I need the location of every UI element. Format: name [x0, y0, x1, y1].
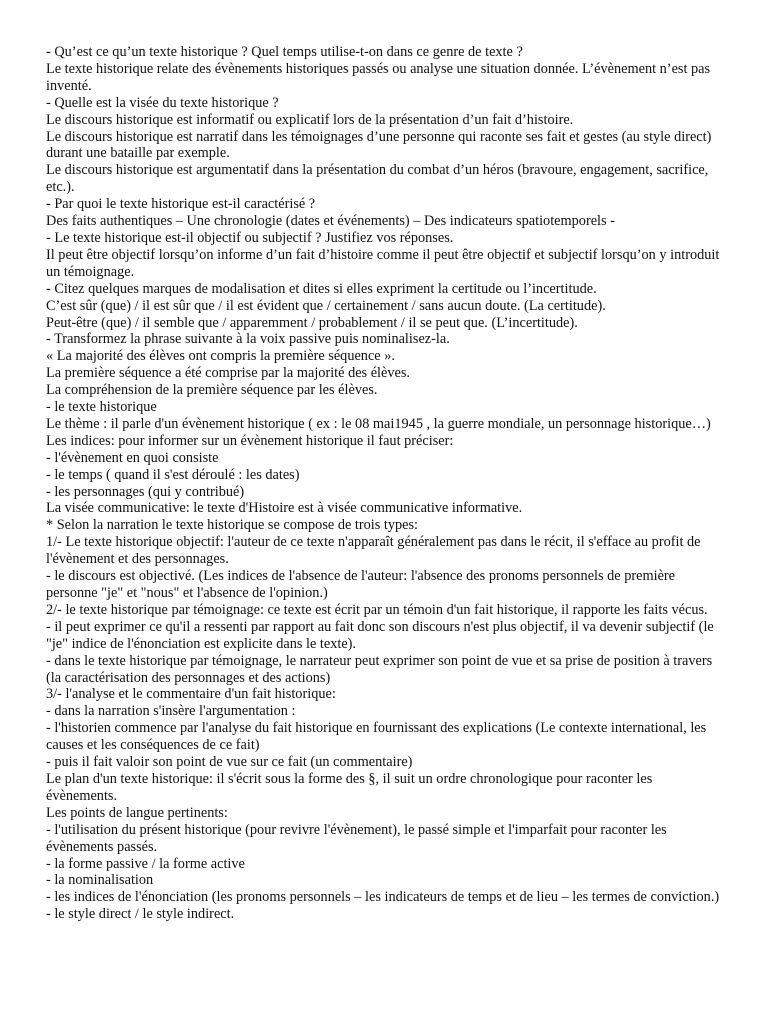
text-line: Les points de langue pertinents: — [46, 804, 228, 821]
text-line: - l'utilisation du présent historique (pour revivre l'évènement), le passé simple et l'imparfait pour raconter les évènements passés. — [46, 821, 667, 855]
text-line: 3/- l'analyse et le commentaire d'un fait historique: — [46, 686, 336, 703]
text-line: « La majorité des élèves ont compris la première séquence ». — [46, 348, 395, 365]
text-line: Le thème : il parle d'un évènement historique ( ex : le 08 mai1945 , la guerre mondiale, un personnage historique…) — [46, 415, 711, 432]
text-line: 2/- le texte historique par témoignage: ce texte est écrit par un témoin d'un fait historique, il rapporte les faits vécus. — [46, 601, 708, 618]
text-line: La compréhension de la première séquence par les élèves. — [46, 382, 378, 399]
text-line: - le texte historique — [46, 399, 157, 416]
text-line: - Le texte historique est-il objectif ou subjectif ? Justifiez vos réponses. — [46, 229, 454, 246]
text-line: C’est sûr (que) / il est sûr que / il est évident que / certainement / sans aucun doute. (La certitude). — [46, 297, 606, 314]
text-line: - puis il fait valoir son point de vue sur ce fait (un commentaire) — [46, 754, 413, 771]
text-line: Des faits authentiques – Une chronologie (dates et événements) – Des indicateurs spatiotemporels - — [46, 213, 615, 230]
text-line: * Selon la narration le texte historique se compose de trois types: — [46, 517, 419, 534]
text-line: La visée communicative: le texte d'Histoire est à visée communicative informative. — [46, 500, 523, 517]
text-line: - Transformez la phrase suivante à la voix passive puis nominalisez-la. — [46, 331, 450, 348]
text-line: - dans la narration s'insère l'argumentation : — [46, 703, 296, 720]
text-line: - la forme passive / la forme active — [46, 855, 245, 872]
text-line: - Par quoi le texte historique est-il caractérisé ? — [46, 196, 316, 213]
text-line: - l'évènement en quoi consiste — [46, 449, 219, 466]
text-line: - les personnages (qui y contribué) — [46, 483, 245, 500]
text-line: Peut-être (que) / il semble que / apparemment / probablement / il se peut que. (L’incertitude). — [46, 314, 578, 331]
text-line: - Citez quelques marques de modalisation et dites si elles expriment la certitude ou l’incertitude. — [46, 280, 597, 297]
text-line: - les indices de l'énonciation (les pronoms personnels – les indicateurs de temps et de lieu – les termes de conviction.) — [46, 889, 720, 906]
text-line: - l'historien commence par l'analyse du fait historique en fournissant des explications (Le contexte international, les causes et les conséquences de ce fait) — [46, 720, 707, 754]
text-line: Les indices: pour informer sur un évènement historique il faut préciser: — [46, 432, 454, 449]
text-line: Le discours historique est informatif ou explicatif lors de la présentation d’un fait d’histoire. — [46, 111, 574, 128]
text-line: Le discours historique est argumentatif dans la présentation du combat d’un héros (bravoure, engagement, sacrifice, etc.). — [46, 162, 709, 196]
text-line: - le temps ( quand il s'est déroulé : les dates) — [46, 466, 300, 483]
text-line: - la nominalisation — [46, 872, 154, 889]
text-line: - le discours est objectivé. (Les indices de l'absence de l'auteur: l'absence des pronoms personnels de première personne "je" et "nous" et l'absence de l'opinion.) — [46, 568, 676, 601]
text-line: Le discours historique est narratif dans les témoignages d’une personne qui raconte ses fait et gestes (au style direct) durant une bataille par exemple. — [46, 128, 712, 162]
text-line: - dans le texte historique par témoignage, le narrateur peut exprimer son point de vue et sa prise de position à travers (la caractérisation des personnages et des actions) — [46, 652, 713, 686]
text-line: - Quelle est la visée du texte historique ? — [46, 94, 279, 111]
text-line: Il peut être objectif lorsqu’on informe d’un fait d’histoire comme il peut être objectif et subjectif lorsqu’on y introduit un témoignage. — [46, 246, 720, 280]
text-line: - Qu’est ce qu’un texte historique ? Quel temps utilise-t-on dans ce genre de texte ? — [46, 44, 523, 60]
text-line: - le style direct / le style indirect. — [46, 906, 235, 923]
text-line: - il peut exprimer ce qu'il a ressenti par rapport au fait donc son discours n'est plus objectif, il va devenir subjectif (le "je" indice de l'énonciation est explicite dans le texte). — [46, 618, 714, 652]
text-line: La première séquence a été comprise par la majorité des élèves. — [46, 365, 410, 382]
text-line: Le texte historique relate des évènements historiques passés ou analyse une situation donnée. L’évènement n’est pas inventé. — [46, 60, 711, 94]
document-body — [46, 44, 726, 923]
text-line: 1/- Le texte historique objectif: l'auteur de ce texte n'apparaît généralement pas dans le récit, il s'efface au profit de l'évènement et des personnages. — [46, 534, 701, 568]
text-line: Le plan d'un texte historique: il s'écrit sous la forme des §, il suit un ordre chronologique pour raconter les évènements. — [46, 770, 653, 804]
